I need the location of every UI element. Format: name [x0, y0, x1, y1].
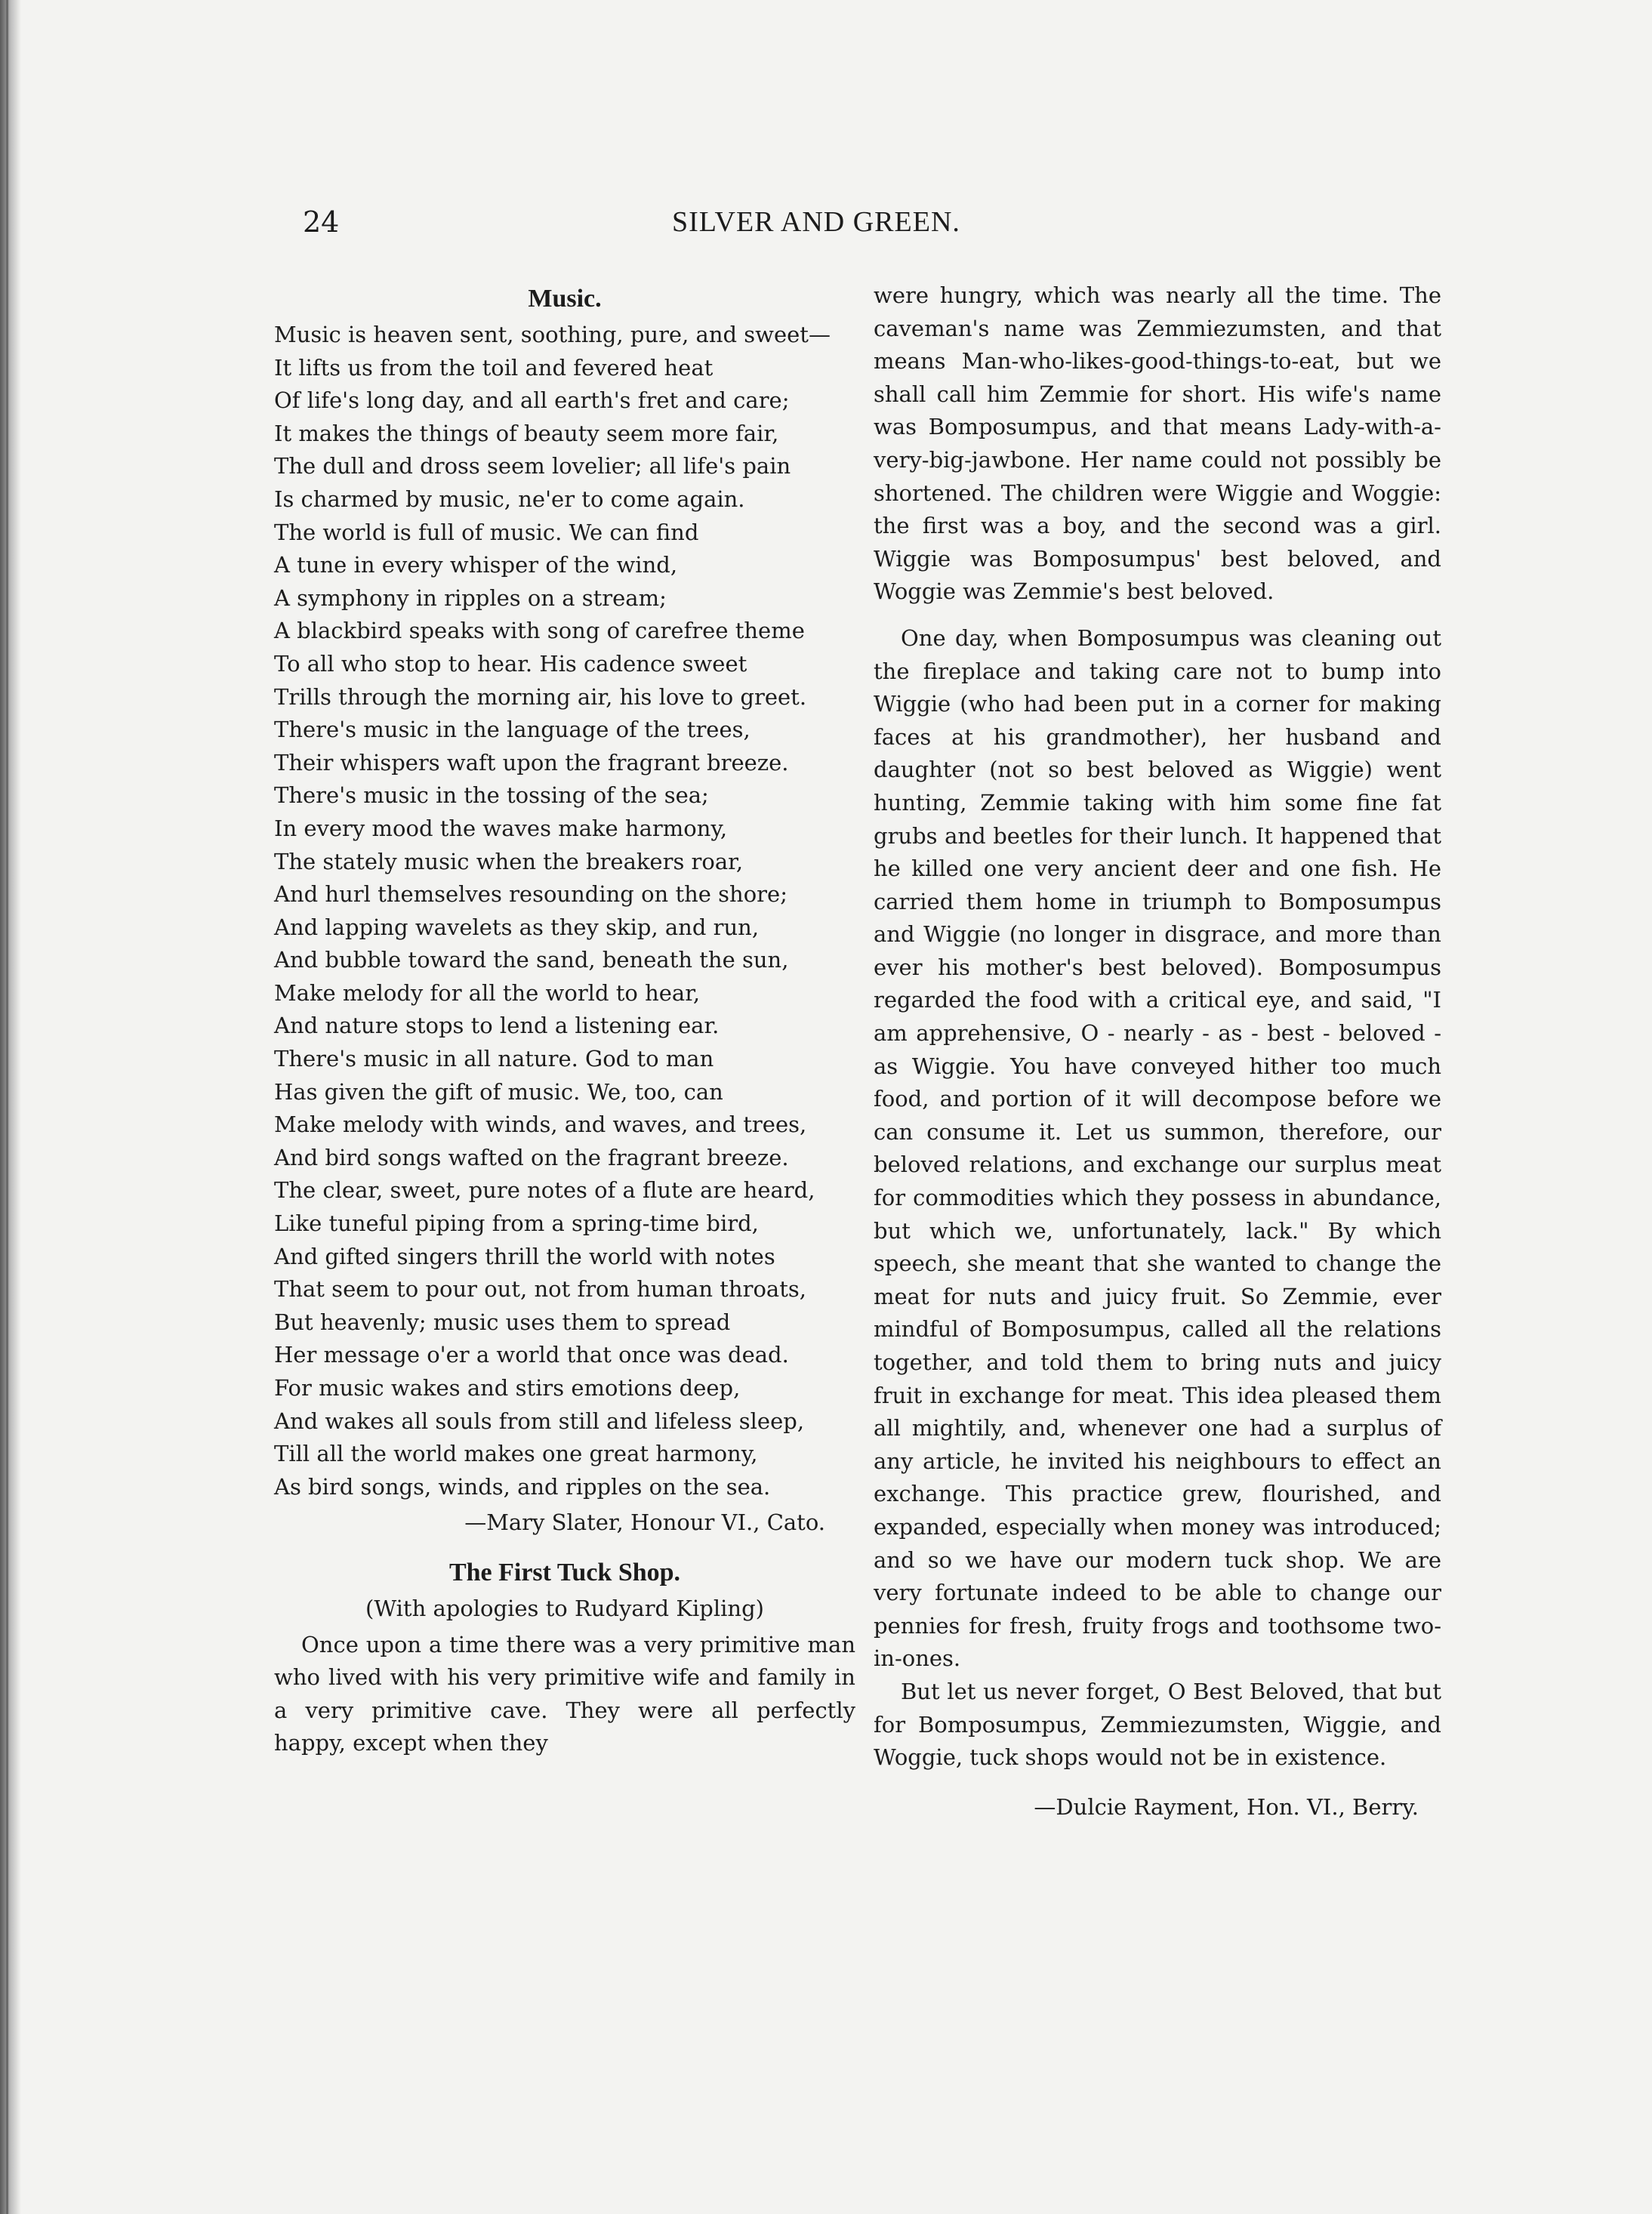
poem-line: A symphony in ripples on a stream; — [274, 584, 667, 611]
poem-line: Their whispers waft upon the fragrant breeze. — [274, 749, 789, 776]
poem-line: Has given the gift of music. We, too, can — [274, 1078, 723, 1105]
poem-line: It lifts us from the toil and fevered heat — [274, 354, 714, 381]
poem-body — [274, 319, 855, 1503]
poem-line: A tune in every whisper of the wind, — [274, 552, 678, 578]
page-edge-shadow — [0, 0, 21, 2214]
running-head: SILVER AND GREEN. — [672, 206, 960, 238]
poem-line: Music is heaven sent, soothing, pure, and sweet— — [274, 322, 831, 347]
poem-line: A blackbird speaks with song of carefree theme — [274, 618, 805, 644]
poem-line: Trills through the morning air, his love to greet. — [274, 683, 807, 710]
poem-title: Music. — [528, 285, 602, 313]
poem-line: And lapping wavelets as they skip, and run, — [274, 914, 760, 940]
poem-line: The dull and dross seem lovelier; all life's pain — [274, 453, 791, 479]
story-title: The First Tuck Shop. — [448, 1558, 681, 1586]
poem-line: There's music in the language of the trees, — [274, 717, 750, 743]
poem-line: The world is full of music. We can find — [274, 519, 699, 545]
poem-line: Till all the world makes one great harmony, — [274, 1441, 758, 1467]
story-body-continued — [874, 279, 1441, 1775]
story-signature: —Dulcie Rayment, Hon. VI., Berry. — [1034, 1793, 1419, 1820]
poem-line: As bird songs, winds, and ripples on the sea. — [274, 1473, 771, 1500]
poem-line: And nature stops to lend a listening ear. — [274, 1013, 720, 1039]
poem-line: And gifted singers thrill the world with notes — [274, 1243, 775, 1269]
poem-line: That seem to pour out, not from human throats, — [274, 1276, 806, 1303]
paragraph-text: were hungry, which was nearly all the time. The caveman's name was Zemmiezumsten, and that means Man-who-likes-good-things-to-eat, but we shall call him Zemmie for short. His wife's name was Bomposumpus, and that means Lady-with-a-very-big-jawbone. Her name could not possibly be shortened. The children were Wiggie and Woggie: the first was a boy, and the second was a girl. Wiggie was Bomposumpus' best beloved, and Woggie was Zemmie's best beloved. — [874, 282, 1441, 605]
poem-line: There's music in all nature. God to man — [274, 1046, 714, 1072]
binding-line — [6, 0, 8, 2214]
paragraph-text: But let us never forget, O Best Beloved, that but for Bomposumpus, Zemmiezumsten, Wiggie, and Woggie, tuck shops would not be in existence. — [874, 1678, 1441, 1771]
poem-line: Her message o'er a world that once was dead. — [274, 1342, 789, 1368]
poem-line: In every mood the waves make harmony, — [274, 815, 728, 841]
paragraph-text: One day, when Bomposumpus was cleaning out the fireplace and taking care not to bump into Wiggie (who had been put in a corner for making faces at his grandmother), her husband and daughter (not so best beloved as Wiggie) went hunting, Zemmie taking with him some fine fat grubs and beetles for their lunch. It happened that he killed one very ancient deer and one fish. He carried them home in triumph to Bomposumpus and Wiggie (no longer in disgrace, and more than ever his mother's best beloved). Bomposumpus regarded the food with a critical eye, and said, "I am apprehensive, O - nearly - as - best - beloved - as Wiggie. You have conveyed hither too much food, and portion of it will decompose before we can consume it. Let us summon, therefore, our beloved relations, and exchange our surplus meat for commodities which they possess in abundance, but which we, unfortunately, lack." By which speech, she meant that she wanted to change the meat for nuts and juicy fruit. So Zemmie, ever mindful of Bomposumpus, called all the relations together, and told them to bring nuts and juicy fruit in exchange for meat. This idea pleased them all mightily, and, whenever one had a surplus of any article, he invited his neighbours to effect an exchange. This practice grew, flourished, and expanded, especially when money was introduced; and so we have our modern tuck shop. We are very fortunate indeed to be able to change our pennies for fresh, fruity frogs and toothsome two-in-ones. — [874, 624, 1441, 1672]
poem-line: The stately music when the breakers roar, — [274, 848, 744, 874]
page-number: 24 — [303, 205, 340, 239]
poem-line: Is charmed by music, ne'er to come again. — [274, 486, 745, 512]
poem-line: The clear, sweet, pure notes of a flute are heard, — [274, 1177, 815, 1204]
poem-line: It makes the things of beauty seem more fair, — [274, 420, 779, 446]
poem-line: For music wakes and stirs emotions deep, — [274, 1375, 741, 1401]
poem-line: And hurl themselves resounding on the shore; — [274, 881, 787, 908]
left-column — [274, 279, 855, 1760]
poem-line: And wakes all souls from still and lifeless sleep, — [274, 1408, 805, 1434]
poem-line: Like tuneful piping from a spring-time bird, — [274, 1210, 759, 1237]
poem-line: But heavenly; music uses them to spread — [274, 1309, 731, 1335]
paragraph-text: Once upon a time there was a very primitive man who lived with his very primitive wife and family in a very primitive cave. They were all perfectly happy, except when they — [274, 1631, 855, 1756]
poem-signature: —Mary Slater, Honour VI., Cato. — [464, 1509, 825, 1536]
poem-line: Make melody with winds, and waves, and trees, — [274, 1112, 807, 1138]
poem-line: There's music in the tossing of the sea; — [274, 782, 709, 809]
right-column — [874, 279, 1441, 1824]
poem-line: Make melody for all the world to hear, — [274, 979, 701, 1006]
poem-line: To all who stop to hear. His cadence sweet — [274, 650, 747, 677]
poem-line: And bird songs wafted on the fragrant breeze. — [274, 1144, 789, 1170]
story-paragraph-1-start — [274, 1629, 855, 1760]
poem-line: Of life's long day, and all earth's fret and care; — [274, 387, 790, 414]
story-subtitle: (With apologies to Rudyard Kipling) — [365, 1595, 764, 1621]
page-header — [276, 205, 1453, 258]
poem-line: And bubble toward the sand, beneath the sun, — [274, 947, 789, 973]
